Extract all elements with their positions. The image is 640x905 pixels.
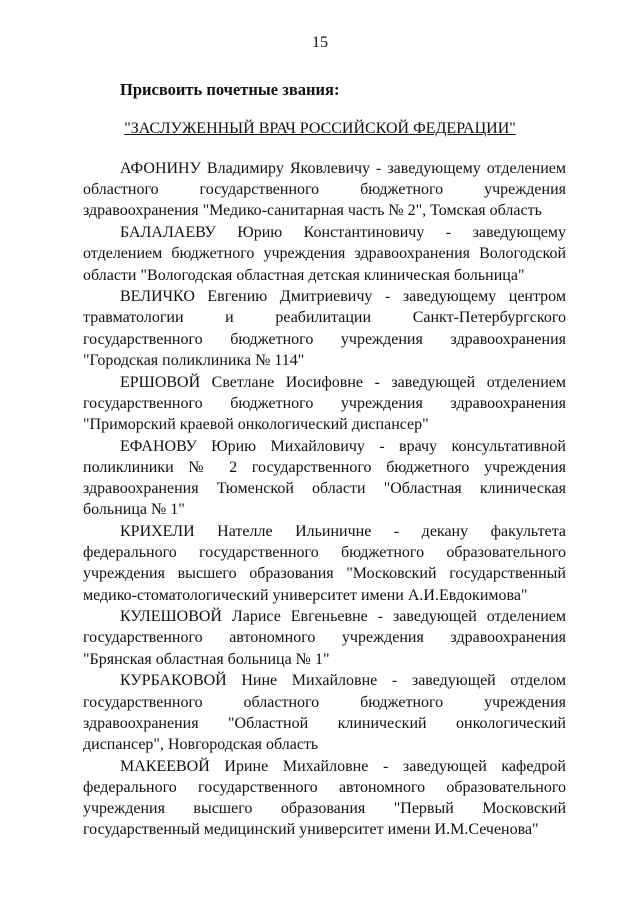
awardee-name: КРИХЕЛИ Нателле Ильиничне (120, 522, 372, 540)
award-entry (83, 756, 566, 841)
award-entry (83, 670, 566, 755)
award-entry (83, 521, 566, 606)
awardee-position: - заведующему центром травматологии и реабилитации Санкт-Петербургского государственного бюджетного учреждения здравоохранения "Городская поликлиника № 114" (83, 288, 567, 369)
award-list (83, 158, 566, 841)
award-entry (83, 436, 566, 521)
awardee-position: - декану факультета федерального государственного бюджетного образовательного учреждения высшего образования "Московский государственный медико-стоматологический университет имени А.И.Евдокимова" (83, 522, 566, 604)
award-entry (83, 286, 566, 371)
awardee-position: - заведующему отделением областного государственного бюджетного учреждения здравоохранения "Медико-санитарная часть № 2", Томская область (83, 160, 566, 220)
award-title: "ЗАСЛУЖЕННЫЙ ВРАЧ РОССИЙСКОЙ ФЕДЕРАЦИИ" (124, 120, 516, 137)
awardee-name: КУРБАКОВОЙ Нине Михайловне (120, 672, 378, 690)
awardee-position: - заведующей отделением государственного автономного учреждения здравоохранения "Брянская областная больница № 1" (83, 608, 566, 668)
awardee-position: - заведующей отделением государственного бюджетного учреждения здравоохранения "Приморский краевой онкологический диспансер" (83, 373, 566, 433)
section-heading: Присвоить почетные звания: (120, 80, 340, 99)
awardee-position: - заведующему отделением бюджетного учреждения здравоохранения Вологодской области "Вологодская областная детская клиническая больница" (83, 224, 566, 284)
awardee-position: - заведующей отделом государственного областного бюджетного учреждения здравоохранения "Областной клинический онкологический диспансер", Новгородская область (83, 672, 566, 753)
awardee-name: ВЕЛИЧКО Евгению Дмитриевичу (120, 288, 373, 306)
awardee-name: МАКЕЕВОЙ Ирине Михайловне (120, 757, 369, 775)
award-entry (83, 158, 566, 222)
awardee-name: БАЛАЛАЕВУ Юрию Константиновичу (120, 224, 425, 242)
awardee-name: КУЛЕШОВОЙ Ларисе Евгеньевне (120, 608, 368, 626)
award-entry (83, 222, 566, 286)
award-entry (83, 372, 566, 436)
awardee-name: АФОНИНУ Владимиру Яковлевичу (120, 160, 371, 177)
award-entry (83, 606, 566, 670)
awardee-position: - заведующей кафедрой федерального государственного автономного образовательного учреждения высшего образования "Первый Московский государственный медицинский университет имени И.М.Сеченова" (83, 757, 566, 839)
awardee-name: ЕФАНОВУ Юрию Михайловичу (120, 437, 365, 455)
awardee-name: ЕРШОВОЙ Светлане Иосифовне (120, 373, 363, 391)
page-number: 15 (312, 34, 328, 51)
awardee-position: - врачу консультативной поликлиники № 2 государственного бюджетного учреждения здравоохранения Тюменской области "Областная клиническая больница № 1" (83, 437, 566, 519)
